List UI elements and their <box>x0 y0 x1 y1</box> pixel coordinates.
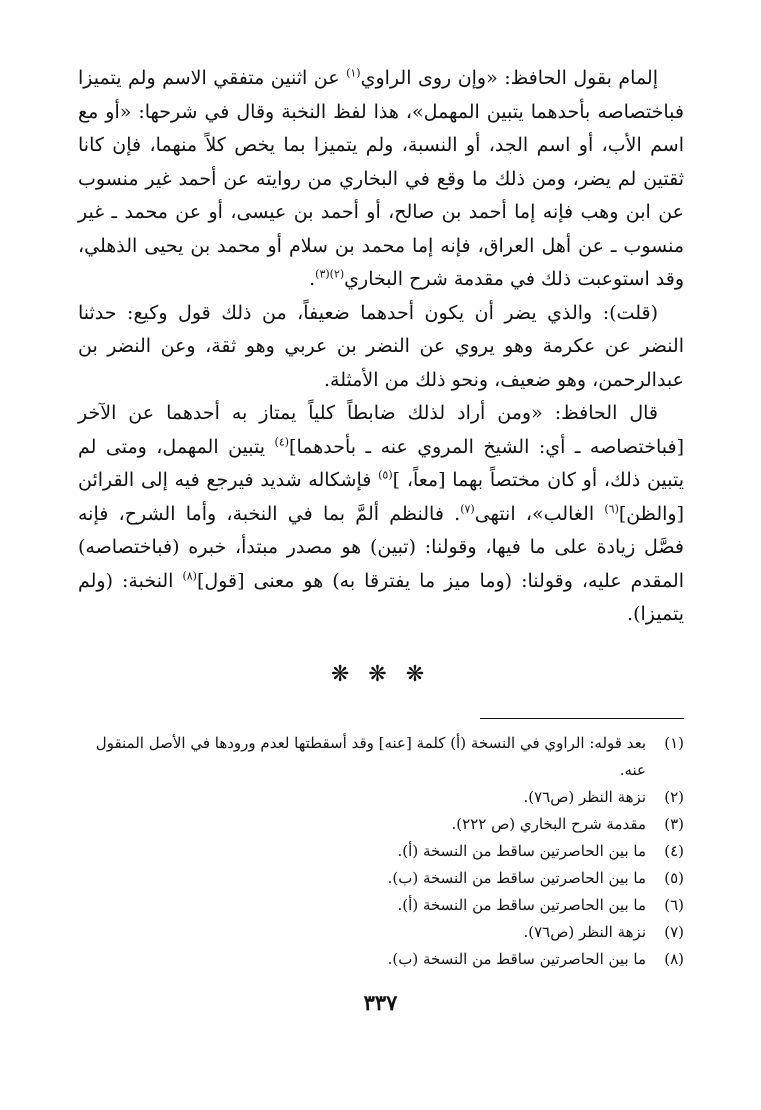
paragraph-3 <box>78 397 684 632</box>
footnote-text: ما بين الحاصرتين ساقط من النسخة (أ). <box>397 842 646 860</box>
footnote-number: (٦) <box>664 896 684 914</box>
footnote-3 <box>70 811 684 838</box>
footnote-text: مقدمة شرح البخاري (ص ٢٢٢). <box>451 815 646 833</box>
footnote-ref-8: (٨) <box>182 569 197 583</box>
footnote-number: (٤) <box>664 842 684 860</box>
footnote-text: ما بين الحاصرتين ساقط من النسخة (أ). <box>397 896 646 914</box>
footnote-ref-7: (٧) <box>460 502 475 516</box>
page-number: ٣٣٧ <box>363 990 398 1015</box>
paragraph-3-segment-1: قال الحافظ: «ومن أراد لذلك ضابطاً كلياً يمتاز به أحدهما عن الآخر [فباختصاصه ـ أي: الشيخ المروي عنه ـ بأحدهما] <box>78 402 684 458</box>
paragraph-3-segment-6: النخبة: (ولم يتميزا). <box>78 569 684 625</box>
paragraph-3-segment-3: فإشكاله شديد فيرجع فيه إلى القرائن [والظن] <box>78 469 684 525</box>
footnote-text: نزهة النظر (ص٧٦). <box>523 788 646 806</box>
paragraph-3-segment-5: . فالنظم ألمَّ بما في النخبة، وأما الشرح، فإنه فصَّل زيادة على ما فيها، وقولنا: (تبين) هو مصدر مبتدأ، خبره (فباختصاصه) المقدم عليه، وقولنا: (وما ميز ما يفترقا به) هو معنى [قول] <box>78 502 684 592</box>
footnote-ref-1: (١) <box>346 66 361 80</box>
footnote-ref-2-3: (٢)(٣) <box>315 267 345 281</box>
footnote-6 <box>70 892 684 919</box>
paragraph-2-segment-1: (قلت): والذي يضر أن يكون أحدهما ضعيفاً، من ذلك قول وكيع: حدثنا النضر عن عكرمة وهو يروي عن النضر بن عربي وهو ثقة، وعن النضر بن عبدالرحمن، وهو ضعيف، ونحو ذلك من الأمثلة. <box>78 301 684 391</box>
paragraph-1-segment-3: . <box>309 268 316 290</box>
footnote-number: (٥) <box>664 869 684 887</box>
paragraph-3-segment-2: يتبين المهمل، ومتى لم يتبين ذلك، أو كان مختصاً بهما [معاً، ] <box>78 435 685 491</box>
section-separator-stars: ❋ ❋ ❋ <box>330 662 431 687</box>
footnote-separator-line <box>480 718 684 719</box>
footnote-number: (٢) <box>664 788 684 806</box>
footnote-2 <box>70 784 684 811</box>
paragraph-2 <box>78 297 684 398</box>
footnote-1 <box>70 730 684 784</box>
footnote-ref-5: (٥) <box>378 468 393 482</box>
paragraph-1-segment-1: إلمام بقول الحافظ: «وإن روى الراوي <box>360 67 659 89</box>
footnotes-block <box>70 730 684 973</box>
footnote-text: ما بين الحاصرتين ساقط من النسخة (ب). <box>387 869 646 887</box>
footnote-number: (٣) <box>664 815 684 833</box>
paragraph-1 <box>78 62 684 297</box>
main-text-block <box>78 62 684 632</box>
footnote-number: (١) <box>664 734 684 752</box>
footnote-4 <box>70 838 684 865</box>
footnote-8 <box>70 946 684 973</box>
footnote-text: بعد قوله: الراوي في النسخة (أ) كلمة [عنه] وقد أسقطتها لعدم ورودها في الأصل المنقول عنه. <box>95 734 646 779</box>
paragraph-3-segment-4: الغالب»، انتهى <box>474 502 605 525</box>
paragraph-1-segment-2: عن اثنين متفقي الاسم ولم يتميزا فباختصاصه بأحدهما يتبين المهمل»، هذا لفظ النخبة وقال في شرحها: «أو مع اسم الأب، أو اسم الجد، أو النسبة، ولم يتميزا بما يخص كلاً منهما، فإن كانا ثقتين لم يضر، ومن ذلك ما وقع في البخاري من روايته عن أحمد غير منسوب عن ابن وهب فإنه إما أحمد بن صالح، أو أحمد بن عيسى، أو عن محمد ـ غير منسوب ـ عن أهل العراق، فإنه إما محمد بن سلام أو محمد بن يحيى الذهلي، وقد استوعبت ذلك في مقدمة شرح البخاري <box>78 67 684 290</box>
footnote-ref-6: (٦) <box>604 502 619 516</box>
footnote-7 <box>70 919 684 946</box>
footnote-5 <box>70 865 684 892</box>
footnote-ref-4: (٤) <box>274 435 290 449</box>
footnote-text: نزهة النظر (ص٧٦). <box>523 923 646 941</box>
footnote-number: (٨) <box>664 950 684 968</box>
footnote-number: (٧) <box>664 923 684 941</box>
footnote-text: ما بين الحاصرتين ساقط من النسخة (ب). <box>387 950 646 968</box>
